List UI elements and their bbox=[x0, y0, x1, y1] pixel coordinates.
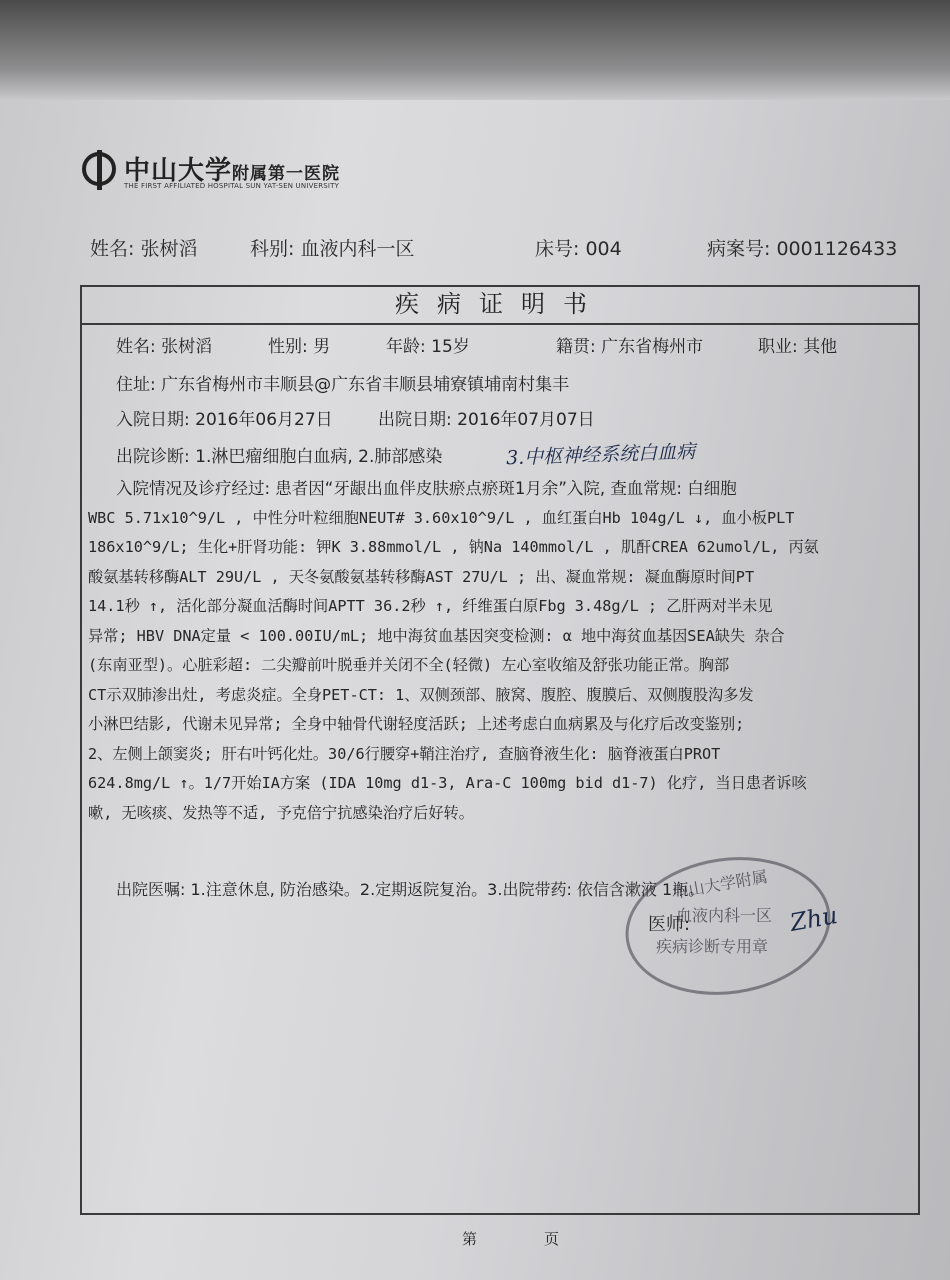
header-dept: 科别: 血液内科一区 bbox=[250, 238, 415, 260]
course-line: CT示双肺渗出灶, 考虑炎症。全身PET-CT: 1、双侧颈部、腋窝、腹腔、腹膜后、双侧腹股沟多发 bbox=[88, 685, 754, 704]
patient-age: 年龄: 15岁 bbox=[386, 337, 470, 357]
patient-sex: 性别: 男 bbox=[268, 337, 331, 357]
hospital-logo bbox=[82, 148, 382, 198]
course-line: 624.8mg/L ↑。1/7开始IA方案 (IDA 10mg d1-3, Ara-C 100mg bid d1-7) 化疗, 当日患者诉咳 bbox=[88, 774, 807, 792]
discharge-advice: 出院医嘱: 1.注意休息, 防治感染。2.定期返院复治。3.出院带药: 依信含漱液 1瓶。 bbox=[116, 880, 705, 899]
treatment-course bbox=[88, 474, 908, 828]
footer-page-di: 第 bbox=[462, 1230, 478, 1248]
patient-job: 职业: 其他 bbox=[758, 337, 838, 357]
hospital-emblem-icon bbox=[82, 152, 116, 186]
course-line: (东南亚型)。心脏彩超: 二尖瓣前叶脱垂并关闭不全(轻微) 左心室收缩及舒张功能正常。胸部 bbox=[88, 656, 730, 674]
document-title: 疾病证明书 bbox=[80, 285, 920, 325]
patient-address: 住址: 广东省梅州市丰顺县@广东省丰顺县埔寮镇埔南村集丰 bbox=[116, 375, 570, 395]
course-line: 异常; HBV DNA定量 < 100.00IU/mL; 地中海贫血基因突变检测: α 地中海贫血基因SEA缺失 杂合 bbox=[88, 626, 785, 645]
header-name: 姓名: 张树滔 bbox=[90, 238, 198, 260]
paper-fold-shadow bbox=[0, 0, 950, 100]
course-line: 嗽, 无咳痰、发热等不适, 予克倍宁抗感染治疗后好转。 bbox=[88, 803, 474, 822]
header-bed: 床号: 004 bbox=[535, 238, 622, 260]
handwritten-diagnosis: 3.中枢神经系统白血病 bbox=[505, 440, 696, 470]
course-line: WBC 5.71x10^9/L , 中性分叶粒细胞NEUT# 3.60x10^9/L , 血红蛋白Hb 104g/L ↓, 血小板PLT bbox=[88, 508, 795, 527]
doctor-signature: Zhu bbox=[787, 901, 840, 937]
footer-page-ye: 页 bbox=[544, 1230, 560, 1248]
hospital-name-cn: 中山大学附属第一医院 bbox=[124, 156, 341, 186]
course-line: 14.1秒 ↑, 活化部分凝血活酶时间APTT 36.2秒 ↑, 纤维蛋白原Fbg 3.48g/L ; 乙肝两对半未见 bbox=[88, 597, 773, 615]
discharge-date: 出院日期: 2016年07月07日 bbox=[378, 410, 595, 430]
course-line: 2、左侧上颌窦炎; 肝右叶钙化灶。30/6行腰穿+鞘注治疗, 查脑脊液生化: 脑脊液蛋白PROT bbox=[88, 744, 721, 763]
course-line: 入院情况及诊疗经过: 患者因“牙龈出血伴皮肤瘀点瘀斑1月余”入院, 查血常规: 白细胞 bbox=[116, 479, 737, 498]
patient-origin: 籍贯: 广东省梅州市 bbox=[556, 337, 704, 357]
seal-text-top: 中山大学附属 bbox=[671, 866, 770, 903]
course-line: 酸氨基转移酶ALT 29U/L , 天冬氨酸氨基转移酶AST 27U/L ; 出、凝血常规: 凝血酶原时间PT bbox=[88, 567, 755, 586]
patient-name: 姓名: 张树滔 bbox=[116, 337, 213, 357]
doctor-label: 医师: bbox=[648, 914, 691, 935]
course-line: 186x10^9/L; 生化+肝肾功能: 钾K 3.88mmol/L , 钠Na 140mmol/L , 肌酐CREA 62umol/L, 丙氨 bbox=[88, 538, 819, 556]
seal-text-bottom: 疾病诊断专用章 bbox=[656, 937, 769, 956]
admit-date: 入院日期: 2016年06月27日 bbox=[116, 410, 333, 430]
header-record-no: 病案号: 0001126433 bbox=[707, 238, 898, 260]
course-line: 小淋巴结影, 代谢未见异常; 全身中轴骨代谢轻度活跃; 上述考虑白血病累及与化疗后改变鉴别; bbox=[88, 715, 745, 733]
hospital-name-en: THE FIRST AFFILIATED HOSPITAL SUN YAT-SEN UNIVERSITY bbox=[124, 182, 340, 190]
seal-text-dept: 血液内科一区 bbox=[676, 906, 773, 925]
discharge-diagnosis: 出院诊断: 1.淋巴瘤细胞白血病, 2.肺部感染 bbox=[116, 447, 443, 467]
